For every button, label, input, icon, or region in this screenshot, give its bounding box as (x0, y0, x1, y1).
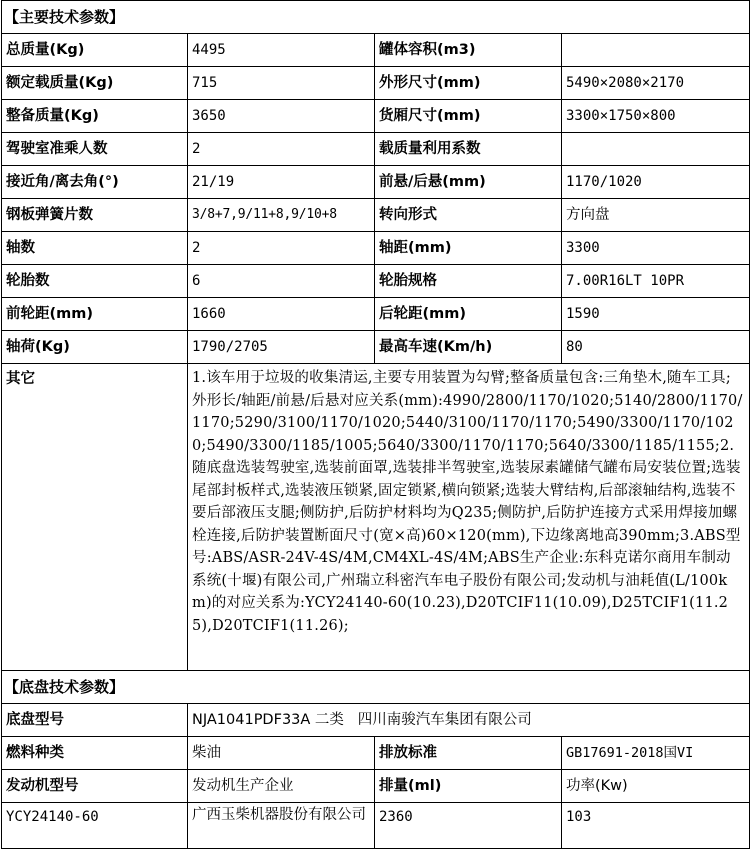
param-label: 轴荷(Kg) (2, 331, 188, 364)
param-value: 1790/2705 (188, 331, 375, 364)
table-row (2, 199, 750, 232)
other-description: 1.该车用于垃圾的收集清运,主要专用装置为勾臂;整备质量包含:三角垫木,随车工具;外形长/轴距/前悬/后悬对应关系(mm):4990/2800/1170/1020;5140/2800/1170/1170;5290/3100/1170/1020;5440/3100/1170/1170;5490/3300/1170/1020;5490/3300/1185/1005;5640/3300/1170/1170;5640/3300/1185/1155;2.随底盘选装驾驶室,选装前面罩,选装排半驾驶室,选装尿素罐储气罐布局安装位置;选装尾部封板样式,选装液压锁紧,固定锁紧,横向锁紧;选装大臂结构,后部滚轴结构,选装不要后部液压支腿;侧防护,后防护材料均为Q235;侧防护,后防护连接方式采用焊接加螺栓连接,后防护装置断面尺寸(宽×高)60×120(mm),下边缘离地高390mm;3.ABS型号:ABS/ASR-24V-4S/4M,CM4XL-4S/4M;ABS生产企业:东科克诺尔商用车制动系统(十堰)有限公司,广州瑞立科密汽车电子股份有限公司;发动机与油耗值(L/100km)的对应关系为:YCY24140-60(10.23),D20TCIF11(10.09),D25TCIF1(11.25),D20TCIF1(11.26); (188, 364, 750, 671)
table-row (2, 232, 750, 265)
param-label: 前悬/后悬(mm) (375, 166, 562, 199)
table-row (2, 265, 750, 298)
param-value: 1170/1020 (562, 166, 750, 199)
param-value: 2 (188, 133, 375, 166)
param-label: 发动机型号 (2, 770, 188, 803)
param-value: 715 (188, 67, 375, 100)
param-value: 7.00R16LT 10PR (562, 265, 750, 298)
param-label: 载质量利用系数 (375, 133, 562, 166)
param-value: 1660 (188, 298, 375, 331)
param-value: 方向盘 (562, 199, 750, 232)
other-label: 其它 (2, 364, 188, 671)
param-value: 3/8+7,9/11+8,9/10+8 (188, 199, 375, 232)
param-label: 总质量(Kg) (2, 34, 188, 67)
table-row (2, 803, 750, 849)
param-label: 发动机生产企业 (188, 770, 375, 803)
param-value: 21/19 (188, 166, 375, 199)
param-value: 3300 (562, 232, 750, 265)
param-label: 接近角/离去角(°) (2, 166, 188, 199)
param-label: 额定载质量(Kg) (2, 67, 188, 100)
displacement-value: 2360 (375, 803, 562, 849)
param-label: 后轮距(mm) (375, 298, 562, 331)
param-label: 轴数 (2, 232, 188, 265)
table-row (2, 133, 750, 166)
table-row (2, 737, 750, 770)
param-label: 前轮距(mm) (2, 298, 188, 331)
param-label: 驾驶室准乘人数 (2, 133, 188, 166)
param-label: 轮胎数 (2, 265, 188, 298)
param-label: 外形尺寸(mm) (375, 67, 562, 100)
table-row (2, 166, 750, 199)
chassis-model-label: 底盘型号 (2, 704, 188, 737)
chassis-section-header (2, 671, 750, 704)
table-row (2, 100, 750, 133)
param-label: 货厢尺寸(mm) (375, 100, 562, 133)
chassis-model-value: NJA1041PDF33A 二类 四川南骏汽车集团有限公司 (188, 704, 750, 737)
param-label: 钢板弹簧片数 (2, 199, 188, 232)
param-value: 3300×1750×800 (562, 100, 750, 133)
table-row (2, 704, 750, 737)
param-label: 转向形式 (375, 199, 562, 232)
param-label: 排量(ml) (375, 770, 562, 803)
engine-model-value: YCY24140-60 (2, 803, 188, 849)
param-label: 整备质量(Kg) (2, 100, 188, 133)
table-row (2, 298, 750, 331)
param-value (562, 133, 750, 166)
param-label: 最高车速(Km/h) (375, 331, 562, 364)
param-value: 1590 (562, 298, 750, 331)
main-section-title: 【主要技术参数】 (2, 1, 750, 34)
power-value: 103 (562, 803, 750, 849)
param-value: 5490×2080×2170 (562, 67, 750, 100)
param-value (562, 34, 750, 67)
param-label: 轴距(mm) (375, 232, 562, 265)
param-value: GB17691-2018国VI (562, 737, 750, 770)
spec-document (1, 0, 749, 849)
param-label: 功率(Kw) (562, 770, 750, 803)
param-value: 80 (562, 331, 750, 364)
table-row (2, 34, 750, 67)
param-label: 燃料种类 (2, 737, 188, 770)
table-row (2, 770, 750, 803)
param-value: 3650 (188, 100, 375, 133)
table-row (2, 331, 750, 364)
param-label: 罐体容积(m3) (375, 34, 562, 67)
other-row (2, 364, 750, 671)
engine-maker-value: 广西玉柴机器股份有限公司 (188, 803, 375, 849)
param-label: 轮胎规格 (375, 265, 562, 298)
table-row (2, 67, 750, 100)
param-value: 柴油 (188, 737, 375, 770)
param-value: 2 (188, 232, 375, 265)
spec-table (1, 0, 750, 849)
chassis-section-title: 【底盘技术参数】 (2, 671, 750, 704)
param-label: 排放标准 (375, 737, 562, 770)
param-value: 4495 (188, 34, 375, 67)
param-value: 6 (188, 265, 375, 298)
main-section-header (2, 1, 750, 34)
